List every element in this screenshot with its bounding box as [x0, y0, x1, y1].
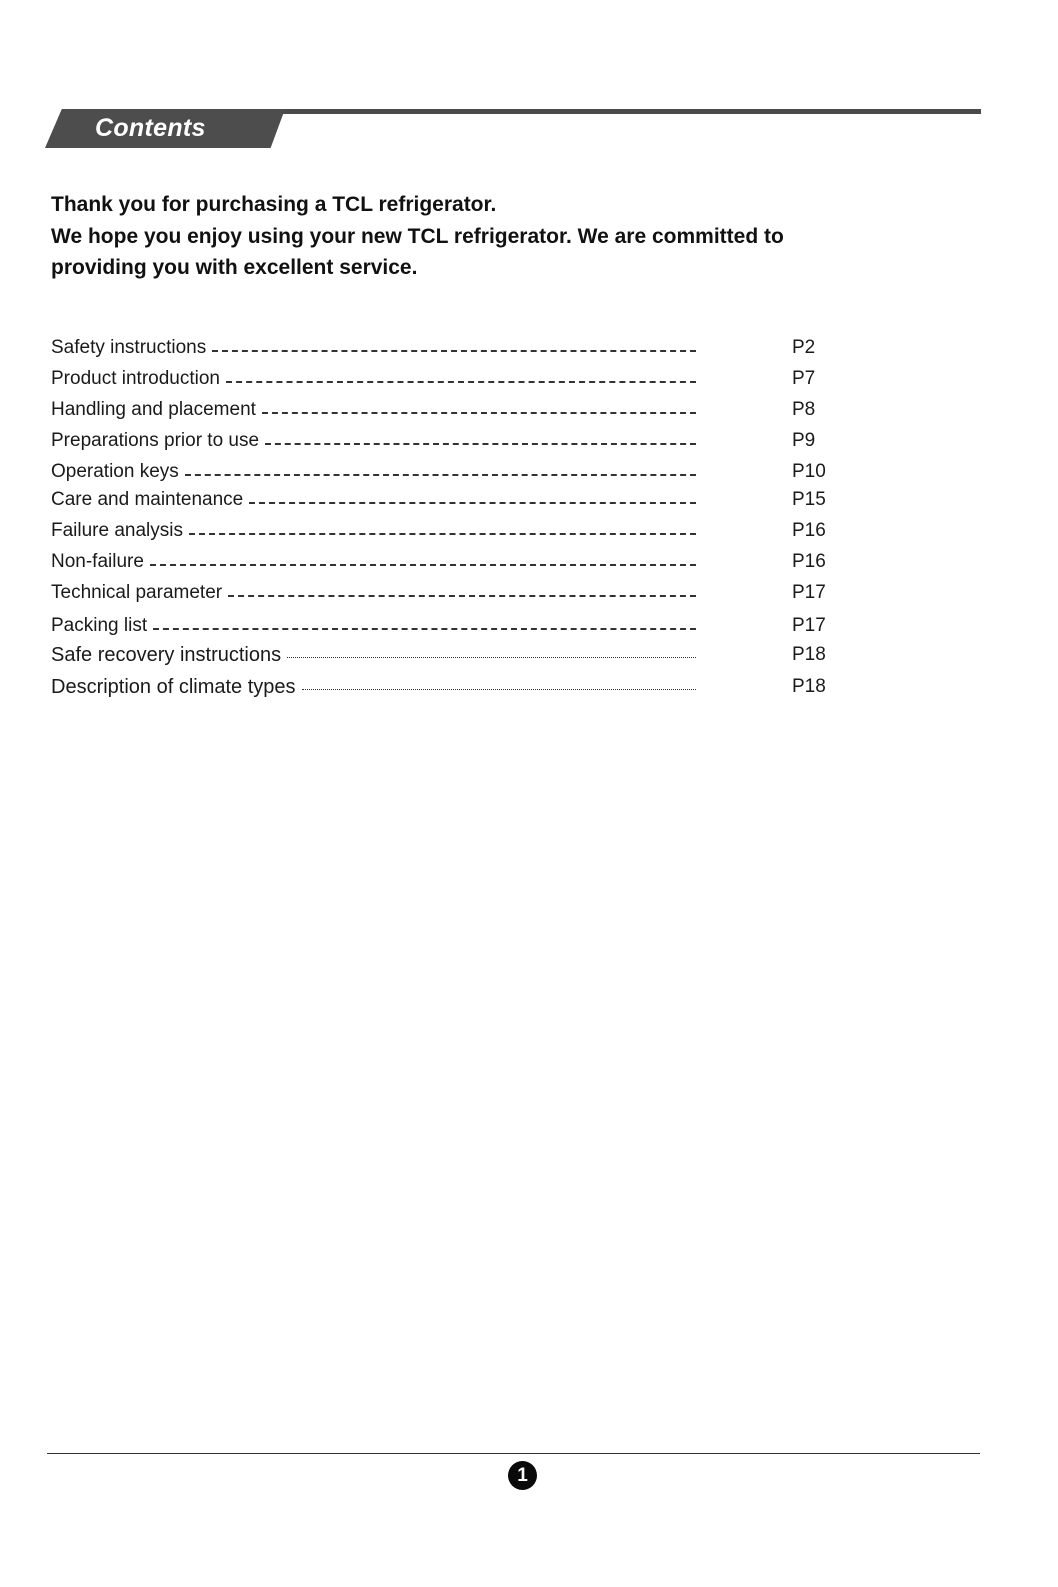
- toc-entry-page: P17: [792, 582, 826, 603]
- toc-entry-title: Description of climate types: [51, 675, 296, 698]
- toc-entry-product-introduction[interactable]: [51, 365, 851, 393]
- toc-entry-page: P9: [792, 430, 816, 451]
- toc-entry-title: Operation keys: [51, 461, 179, 482]
- toc-leader: [228, 595, 696, 597]
- toc-entry-title: Technical parameter: [51, 582, 223, 603]
- intro-line: Thank you for purchasing a TCL refrigerator.: [51, 193, 497, 216]
- page-number-badge: 1: [508, 1461, 537, 1490]
- toc-entry-technical-parameter[interactable]: [51, 579, 851, 607]
- toc-entry-title: Failure analysis: [51, 520, 183, 541]
- toc-leader: [150, 564, 696, 566]
- toc-entry-non-failure[interactable]: [51, 548, 851, 576]
- toc-entry-title: Product introduction: [51, 368, 220, 389]
- toc-entry-safe-recovery[interactable]: [51, 641, 851, 669]
- footer-rule: [47, 1453, 980, 1454]
- toc-entry-title: Safety instructions: [51, 337, 207, 358]
- toc-entry-title: Preparations prior to use: [51, 430, 260, 451]
- toc-entry-page: P16: [792, 551, 826, 572]
- intro-line: providing you with excellent service.: [51, 256, 418, 279]
- toc-entry-page: P2: [792, 337, 816, 358]
- toc-entry-title: Packing list: [51, 615, 148, 636]
- toc-leader: [249, 502, 696, 504]
- toc-entry-title: Safe recovery instructions: [51, 643, 282, 666]
- toc-entry-title: Handling and placement: [51, 399, 256, 420]
- toc-entry-handling-and-placement[interactable]: [51, 396, 851, 424]
- toc-leader: [185, 474, 696, 476]
- header-rule: [270, 109, 981, 114]
- toc-entry-page: P15: [792, 489, 826, 510]
- intro-line: We hope you enjoy using your new TCL refrigerator. We are committed to: [51, 224, 784, 248]
- toc-entry-failure-analysis[interactable]: [51, 517, 851, 545]
- toc-entry-page: P8: [792, 399, 816, 420]
- intro-text: [51, 189, 871, 284]
- toc-entry-climate-types[interactable]: [51, 673, 851, 701]
- toc-leader: [226, 381, 696, 383]
- toc-entry-page: P10: [792, 461, 826, 482]
- toc-leader: [287, 657, 696, 658]
- toc-entry-packing-list[interactable]: [51, 612, 851, 640]
- toc-entry-preparations[interactable]: [51, 427, 851, 455]
- toc-entry-care-and-maintenance[interactable]: [51, 486, 851, 514]
- toc-leader: [302, 689, 696, 690]
- toc-entry-title: Care and maintenance: [51, 489, 244, 510]
- toc-leader: [212, 350, 696, 352]
- toc-entry-safety-instructions[interactable]: [51, 334, 851, 362]
- toc-leader: [265, 443, 696, 445]
- toc-leader: [153, 628, 696, 630]
- toc-leader: [189, 533, 696, 535]
- page-title: Contents: [95, 114, 206, 142]
- toc-entry-title: Non-failure: [51, 551, 144, 572]
- toc-entry-page: P7: [792, 368, 816, 389]
- toc-entry-page: P17: [792, 615, 826, 636]
- toc-entry-page: P16: [792, 520, 826, 541]
- toc-leader: [262, 412, 696, 414]
- toc-entry-page: P18: [792, 644, 826, 665]
- toc-entry-operation-keys[interactable]: [51, 458, 851, 486]
- toc-entry-page: P18: [792, 676, 826, 697]
